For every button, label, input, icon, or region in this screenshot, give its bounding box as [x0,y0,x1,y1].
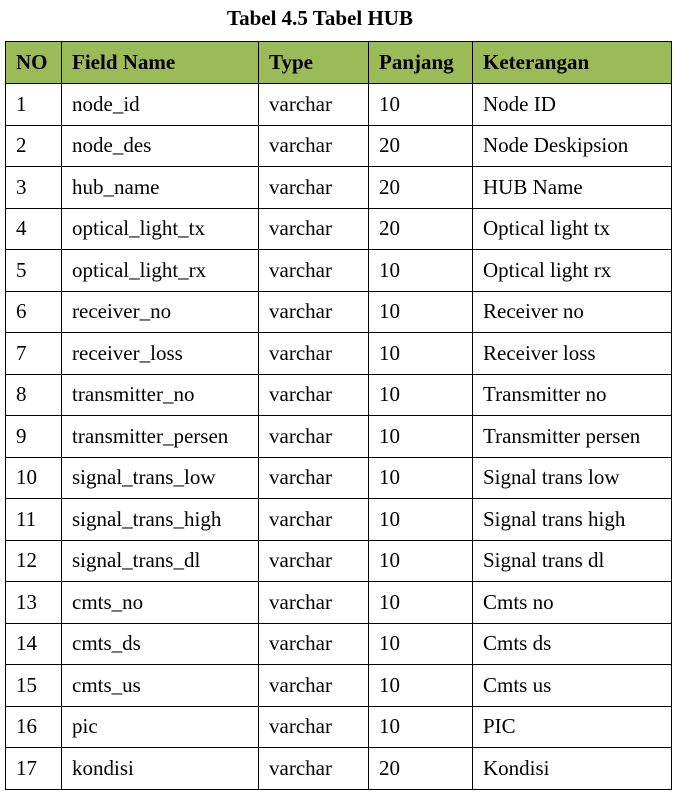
cell-type: varchar [259,665,369,707]
cell-field-name: cmts_us [62,665,259,707]
hub-table [5,41,672,790]
table-row [6,499,672,541]
cell-keterangan: HUB Name [473,167,672,209]
header-no: NO [6,42,62,84]
cell-no: 7 [6,333,62,375]
cell-keterangan: Transmitter no [473,374,672,416]
cell-type: varchar [259,499,369,541]
table-caption: Tabel 4.5 Tabel HUB [227,6,413,30]
cell-field-name: node_des [62,125,259,167]
cell-type: varchar [259,374,369,416]
cell-keterangan: Receiver loss [473,333,672,375]
cell-field-name: hub_name [62,167,259,209]
cell-no: 6 [6,291,62,333]
cell-keterangan: Cmts us [473,665,672,707]
cell-field-name: receiver_loss [62,333,259,375]
table-row [6,582,672,624]
cell-panjang: 20 [369,125,473,167]
cell-panjang: 10 [369,582,473,624]
cell-type: varchar [259,84,369,126]
cell-field-name: signal_trans_low [62,457,259,499]
cell-panjang: 10 [369,84,473,126]
cell-no: 10 [6,457,62,499]
cell-field-name: transmitter_no [62,374,259,416]
cell-panjang: 10 [369,499,473,541]
table-body [6,84,672,790]
cell-panjang: 10 [369,665,473,707]
table-row [6,125,672,167]
cell-type: varchar [259,208,369,250]
cell-type: varchar [259,167,369,209]
cell-panjang: 20 [369,167,473,209]
cell-no: 13 [6,582,62,624]
cell-panjang: 10 [369,416,473,458]
header-type: Type [259,42,369,84]
table-row [6,250,672,292]
cell-type: varchar [259,582,369,624]
cell-panjang: 10 [369,457,473,499]
cell-panjang: 20 [369,748,473,790]
cell-panjang: 10 [369,706,473,748]
cell-keterangan: Signal trans dl [473,540,672,582]
table-row [6,748,672,790]
cell-keterangan: Cmts no [473,582,672,624]
cell-field-name: cmts_ds [62,623,259,665]
cell-keterangan: Cmts ds [473,623,672,665]
cell-type: varchar [259,623,369,665]
cell-no: 17 [6,748,62,790]
table-row [6,333,672,375]
table-row [6,84,672,126]
cell-keterangan: Transmitter persen [473,416,672,458]
table-row [6,374,672,416]
cell-field-name: signal_trans_dl [62,540,259,582]
cell-type: varchar [259,706,369,748]
cell-type: varchar [259,457,369,499]
cell-no: 16 [6,706,62,748]
cell-panjang: 10 [369,333,473,375]
cell-keterangan: PIC [473,706,672,748]
cell-field-name: receiver_no [62,291,259,333]
cell-no: 4 [6,208,62,250]
cell-type: varchar [259,291,369,333]
header-panjang: Panjang [369,42,473,84]
cell-panjang: 10 [369,250,473,292]
cell-keterangan: Node ID [473,84,672,126]
cell-keterangan: Optical light tx [473,208,672,250]
cell-no: 14 [6,623,62,665]
cell-field-name: optical_light_tx [62,208,259,250]
cell-type: varchar [259,250,369,292]
header-row [6,42,672,84]
cell-field-name: pic [62,706,259,748]
cell-field-name: kondisi [62,748,259,790]
cell-no: 15 [6,665,62,707]
cell-no: 9 [6,416,62,458]
cell-keterangan: Signal trans low [473,457,672,499]
header-field-name: Field Name [62,42,259,84]
cell-panjang: 10 [369,291,473,333]
cell-keterangan: Optical light rx [473,250,672,292]
cell-keterangan: Receiver no [473,291,672,333]
cell-field-name: node_id [62,84,259,126]
table-row [6,291,672,333]
table-header [6,42,672,84]
cell-keterangan: Node Deskipsion [473,125,672,167]
cell-field-name: signal_trans_high [62,499,259,541]
cell-no: 12 [6,540,62,582]
cell-type: varchar [259,540,369,582]
cell-panjang: 10 [369,623,473,665]
table-row [6,665,672,707]
cell-type: varchar [259,416,369,458]
cell-no: 2 [6,125,62,167]
table-row [6,416,672,458]
cell-keterangan: Kondisi [473,748,672,790]
cell-panjang: 20 [369,208,473,250]
cell-panjang: 10 [369,374,473,416]
table-row [6,457,672,499]
table-row [6,167,672,209]
cell-field-name: cmts_no [62,582,259,624]
cell-type: varchar [259,748,369,790]
cell-field-name: transmitter_persen [62,416,259,458]
table-row [6,540,672,582]
cell-field-name: optical_light_rx [62,250,259,292]
cell-type: varchar [259,333,369,375]
header-keterangan: Keterangan [473,42,672,84]
cell-no: 11 [6,499,62,541]
cell-type: varchar [259,125,369,167]
cell-keterangan: Signal trans high [473,499,672,541]
cell-panjang: 10 [369,540,473,582]
table-row [6,623,672,665]
cell-no: 3 [6,167,62,209]
cell-no: 5 [6,250,62,292]
cell-no: 1 [6,84,62,126]
table-row [6,208,672,250]
table-row [6,706,672,748]
cell-no: 8 [6,374,62,416]
